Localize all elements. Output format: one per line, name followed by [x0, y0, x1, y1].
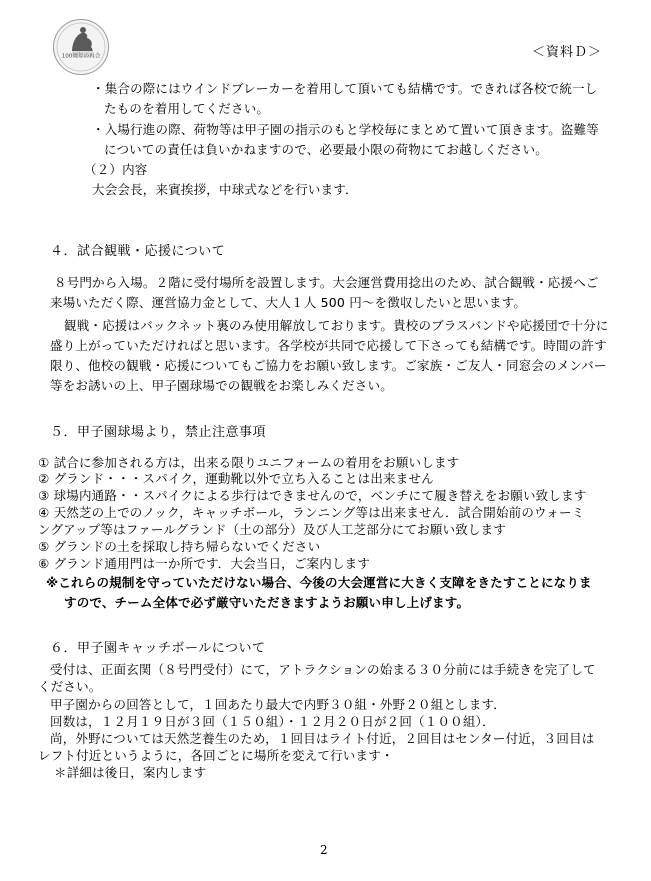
section-4-line: 盛り上がっていただければと思います。各学校が共同で応援して下さっても結構です。時間の許す: [50, 338, 607, 353]
section-6-line: レフト付近というように，各回ごとに場所を変えて行います・: [38, 748, 394, 763]
rule-item-continued: ングアップ等はファールグランド（土の部分）及び人工芝部分にてお願い致します: [38, 522, 507, 537]
section-4-heading: ４．試合観戦・応援について: [50, 244, 226, 259]
warning-line-1: ※これらの規制を守っていただけない場合、今後の大会運営に大きく支障をきたすことになりま: [46, 575, 592, 590]
svg-text:100周年の再会: 100周年の再会: [61, 53, 101, 60]
rule-item: ⑥ グランド通用門は一か所です．大会当日，ご案内します: [38, 556, 371, 571]
content-subheading: （２）内容: [84, 162, 148, 177]
content-text: 大会会長，来賓挨拶，中球式などを行います．: [92, 182, 358, 197]
section-4-line: 来場いただく際、運営協力金として、大人１人 500 円～を徴収したいと思います。: [50, 295, 527, 310]
section-6-line: 甲子園からの回答として，１回あたり最大で内野３０組・外野２０組とします．: [50, 697, 506, 712]
page-number: 2: [320, 843, 328, 857]
section-6-line: 受付は、正面玄関（８号門受付）にて，アトラクションの始まる３０分前には手続きを完了して: [50, 662, 596, 677]
section-6-line: ください。: [38, 679, 102, 694]
rule-item: ② グランド・・・スパイク，運動靴以外で立ち入ることは出来ません: [38, 471, 434, 486]
section-6-heading: ６．甲子園キャッチボールについて: [50, 641, 266, 656]
section-4-line: 限り、他校の観戦・応援についてもご協力をお願い致します。ご家族・ご友人・同窓会のメンバー: [50, 358, 607, 373]
intro-bullet-2-line-2: についての責任は負いかねますので、必要最小限の荷物にてお越しください。: [104, 142, 549, 157]
section-4-line: 観戦・応援はバックネット裏のみ使用解放しております。貴校のブラスバンドや応援団で十分に: [64, 318, 609, 333]
section-4-line: 等をお誘いの上、甲子園球場での観戦をお楽しみください。: [50, 378, 393, 393]
rule-item: ③ 球場内通路・・スパイクによる歩行はできませんので，ベンチにて履き替えをお願い致します: [38, 488, 587, 503]
section-6-line: ＊詳細は後日，案内します: [54, 765, 207, 780]
reference-label: ＜資料Ｄ＞: [532, 45, 603, 60]
section-4-line: ８号門から入場。２階に受付場所を設置します。大会運営費用捻出のため、試合観戦・応援へご: [54, 275, 599, 290]
intro-bullet-2-line-1: ・入場行進の際、荷物等は甲子園の指示のもと学校毎にまとめて置いて頂きます。盗難等: [92, 122, 600, 137]
section-6-line: 尚，外野については天然芝養生のため，１回目はライト付近，２回目はセンター付近，３回目は: [50, 731, 595, 746]
intro-bullet-1-line-2: たものを着用してください。: [104, 101, 270, 116]
rule-item: ① 試合に参加される方は，出来る限りユニフォームの着用をお願いします: [38, 455, 460, 470]
anniversary-logo: [52, 18, 110, 76]
section-5-heading: ５．甲子園球場より，禁止注意事項: [50, 425, 267, 440]
section-6-line: 回数は，１２月１９日が３回（１５０組）・１２月２０日が２回（１００組）．: [50, 714, 495, 729]
rule-item: ⑤ グランドの土を採取し持ち帰らないでください: [38, 539, 321, 554]
intro-bullet-1-line-1: ・集合の際にはウインドブレーカーを着用して頂いても結構です。できれば各校で統一し: [92, 81, 598, 96]
warning-line-2: すので、チーム全体で必ず厳守いただきますようお願い申し上げます。: [64, 595, 470, 610]
rule-item: ④ 天然芝の上でのノック，キャッチボール，ランニング等は出来ません．試合開始前のウォーミ: [38, 505, 585, 520]
